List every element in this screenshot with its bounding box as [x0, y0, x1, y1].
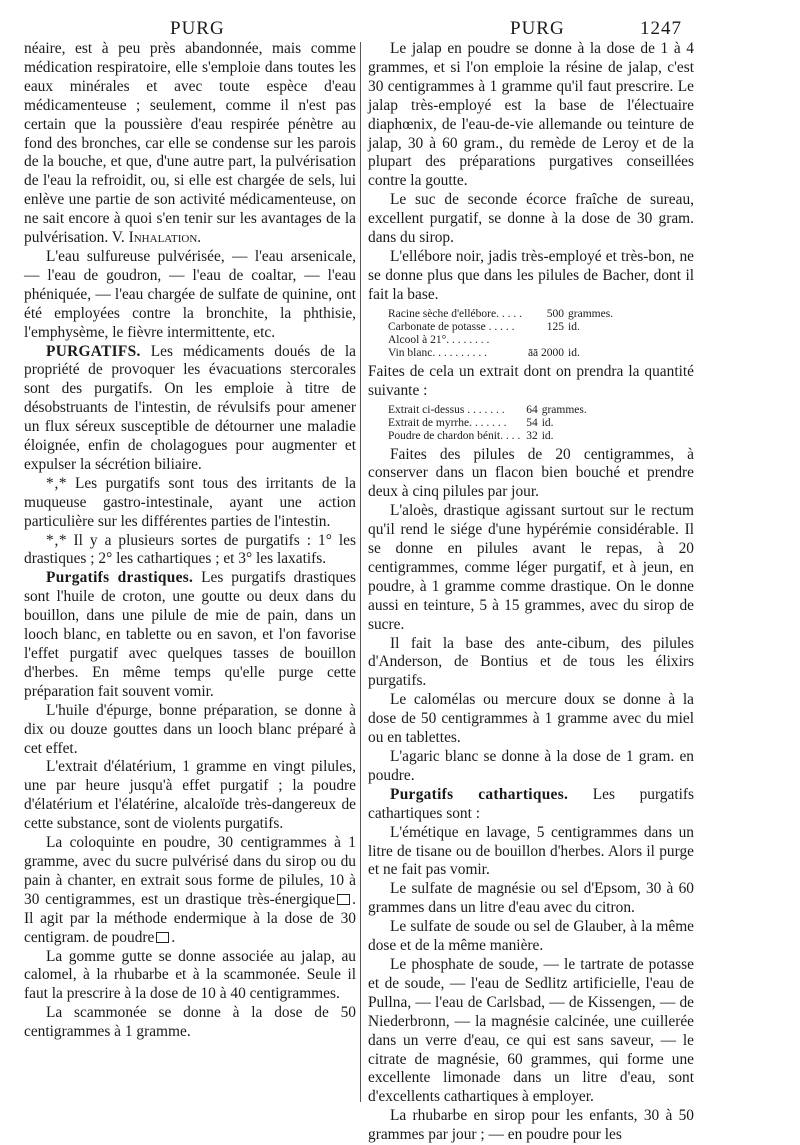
unit: id.: [568, 346, 580, 359]
quantity: 64: [526, 403, 538, 416]
running-head-left: PURG: [170, 18, 225, 39]
quantity: 125: [546, 320, 565, 333]
left-column: [24, 40, 356, 1042]
paragraph: *‚* Les purgatifs sont tous des irritants de la muqueuse gastro-intestinale, ayant une action particulière sur les différentes parties de l'intestin.: [24, 474, 356, 530]
ingredient: Carbonate de potasse . . . . .: [388, 320, 515, 333]
ingredient: Racine sèche d'ellébore. . . . .: [388, 307, 522, 320]
unit: grammes.: [541, 403, 587, 416]
ingredient: Poudre de chardon bénit. . . .: [388, 429, 521, 442]
paragraph: La scammonée se donne à la dose de 50 centigrammes à 1 gramme.: [24, 1004, 356, 1041]
paragraph: L'aloès, drastique agissant surtout sur le rectum qu'il rend le siége d'une hypérémie considérable. Il se donne en pilules avant le repas, à 20 centigrammes, comme léger purgatif, et à jeun, en poudre, à 1 gramme comme drastique. On le donne aussi en teinture, 5 à 15 grammes, avec du sirop de sucre.: [368, 502, 694, 633]
section-heading: Purgatifs drastiques.: [46, 569, 194, 587]
paragraph-text: néaire, est à peu près abandonnée, mais comme médication respiratoire, elle s'emploie dans toutes les eaux minérales et avec toute espèce d'eau médicamenteuse ; seulement, comme il n'est pas certain que la poussière d'eau respirée pénètre au fond des bronches, car elle se condense sur les parois de la bouche, et que, d'une autre part, la pulvérisation de l'eau la refroidit, ou, si elle est chargée de sels, lui enlève une partie de son activité médicamenteuse, on ne sait encore à quoi s'en tenir sur les avantages de la pulvérisation. V.: [24, 40, 356, 247]
paragraph: Le suc de seconde écorce fraîche de sureau, excellent purgatif, se donne à la dose de 30 gram. dans du sirop.: [368, 191, 694, 247]
ingredient: Vin blanc. . . . . . . . . .: [388, 346, 487, 359]
unit: id.: [541, 429, 554, 442]
recipe-table: [388, 404, 593, 443]
paragraph: L'ellébore noir, jadis très-employé et très-bon, ne se donne plus que dans les pilules de Bacher, dont il fait la base.: [368, 247, 694, 303]
entry-headword: PURGATIFS.: [46, 342, 141, 360]
paragraph-text: La coloquinte en poudre, 30 centigrammes à 1 gramme, avec du sucre pulvérisé dans du sirop ou du pain à chanter, en extrait sous forme de pilules, 10 à 30 centigrammes, est un drastique très-énergique: [24, 834, 356, 908]
paragraph: [24, 569, 356, 701]
paragraph: [24, 834, 356, 947]
paragraph-text: Les purgatifs drastiques sont l'huile de croton, une goutte ou deux dans du bouillon, dans une pilule de mie de pain, dans un looch blanc, en tablette ou en savon, et l'on favorise l'effet purgatif avec quelques tasses de bouillon d'herbes. En même temps qu'elle purge cette préparation fait souvent vomir.: [24, 569, 356, 700]
paragraph: [24, 343, 356, 475]
column-divider: [360, 42, 361, 1102]
table-row: [388, 430, 593, 443]
unit: [568, 334, 619, 347]
unit: grammes.: [568, 307, 614, 320]
running-head-right: PURG: [510, 18, 565, 39]
quantity: 500: [546, 307, 565, 320]
paragraph: L'huile d'épurge, bonne préparation, se donne à dix ou douze gouttes dans un looch blanc préparé à cet effet.: [24, 701, 356, 757]
quantity: āā 2000: [527, 346, 565, 359]
paragraph: [368, 786, 694, 824]
section-heading: Purgatifs cathartiques.: [390, 785, 569, 803]
paragraph: La rhubarbe en sirop pour les enfants, 30 à 50 grammes par jour ; — en poudre pour les: [368, 1107, 694, 1144]
paragraph: L'agaric blanc se donne à la dose de 1 gram. en poudre.: [368, 748, 694, 784]
paragraph: Il fait la base des ante-cibum, des pilules d'Anderson, de Bontius et de tous les élixirs purgatifs.: [368, 634, 694, 690]
table-row: [388, 321, 619, 334]
ingredient: Alcool à 21°. . . . . . . .: [388, 333, 490, 346]
table-row: [388, 308, 619, 321]
quantity: 54: [526, 416, 538, 429]
paragraph-text: Les purgatifs cathartiques sont :: [368, 785, 694, 822]
paragraph: *‚* Il y a plusieurs sortes de purgatifs : 1° les drastiques ; 2° les cathartiques ; et 3° les laxatifs.: [24, 531, 356, 568]
cross-reference: Inhalation.: [128, 229, 202, 247]
paragraph: Le sulfate de soude ou sel de Glauber, à la même dose et de la même manière.: [368, 918, 694, 955]
running-header: [0, 14, 800, 42]
table-row: [388, 334, 619, 347]
paragraph: La gomme gutte se donne associée au jalap, au calomel, à la rhubarbe et à la scammonée. Seule il faut la prescrire à la dose de 10 à 40 centigrammes.: [24, 947, 356, 1003]
paragraph: L'extrait d'élatérium, 1 gramme en vingt pilules, une par heure jusqu'à effet purgatif ; la poudre d'élatérium et l'élatérine, alcaloïde très-dangereux de cette substance, sont de violents purgatifs.: [24, 758, 356, 833]
page-number: 1247: [640, 18, 682, 39]
paragraph: [24, 40, 356, 248]
paragraph: Le sulfate de magnésie ou sel d'Epsom, 30 à 60 grammes dans un litre d'eau avec du citron.: [368, 880, 694, 917]
paragraph-text: .: [171, 928, 176, 946]
quantity: 32: [526, 429, 538, 442]
paragraph-text: . Il agit par la méthode endermique à la dose de 30 centigram. de poudre: [24, 890, 356, 946]
table-row: [388, 417, 593, 430]
right-column: [368, 40, 694, 1145]
paragraph: Faites des pilules de 20 centigrammes, à conserver dans un flacon bien bouché et prendre deux à cinq pilules par jour.: [368, 445, 694, 501]
recipe-table: [388, 308, 619, 360]
dosage-symbol-icon: [337, 894, 350, 905]
unit: id.: [541, 416, 554, 429]
quantity: [528, 334, 568, 347]
paragraph: L'eau sulfureuse pulvérisée, — l'eau arsenicale, — l'eau de goudron, — l'eau de coaltar, — l'eau phéniquée, — l'eau chargée de sulfate de quinine, ont été employées contre la bronchite, la phthisie, l'emphysème, le fièvre intermittente, etc.: [24, 247, 356, 341]
paragraph: Le calomélas ou mercure doux se donne à la dose de 50 centigrammes à 1 gramme avec du miel ou en tablettes.: [368, 691, 694, 747]
dosage-symbol-icon: [156, 932, 169, 943]
paragraph-text: Les médicaments doués de la propriété de provoquer les évacuations stercorales sont des purgatifs. On les emploie à titre de désobstruants de l'intestin, de révulsifs pour amener un flux séreux susceptible de détourner une maladie éloignée, enfin de cholagogues pour augmenter et expulser la sécrétion biliaire.: [24, 342, 356, 473]
unit: id.: [568, 320, 580, 333]
table-row: [388, 404, 593, 417]
paragraph: Le phosphate de soude, — le tartrate de potasse et de soude, — l'eau de Sedlitz artificielle, l'eau de Pullna, — l'eau de Carlsbad, — de Kissengen, — de Niederbronn, — la magnésie calcinée, une cuillerée dans un verre d'eau, ce qui est sans saveur, — le citrate de magnésie, 60 grammes, qui forme une excellente limonade dans un litre d'eau, sont d'excellents cathartiques à employer.: [368, 955, 694, 1106]
ingredient: Extrait de myrrhe. . . . . . .: [388, 416, 507, 429]
table-row: [388, 347, 619, 360]
paragraph: Faites de cela un extrait dont on prendra la quantité suivante :: [368, 362, 694, 399]
paragraph: L'émétique en lavage, 5 centigrammes dans un litre de tisane ou de bouillon d'herbes. Alors il purge et ne fait pas vomir.: [368, 823, 694, 879]
paragraph: Le jalap en poudre se donne à la dose de 1 à 4 grammes, et si l'on emploie la résine de jalap, c'est 30 centigrammes à 1 gramme qu'il faut prescrire. Le jalap très-employé est la base de l'électuaire diaphœnix, de l'eau-de-vie allemande ou teinture de jalap, 30 à 60 gram., du remède de Leroy et de la plupart des préparations purgatives conseillées contre la goutte.: [368, 40, 694, 190]
ingredient: Extrait ci-dessus . . . . . . .: [388, 403, 505, 416]
